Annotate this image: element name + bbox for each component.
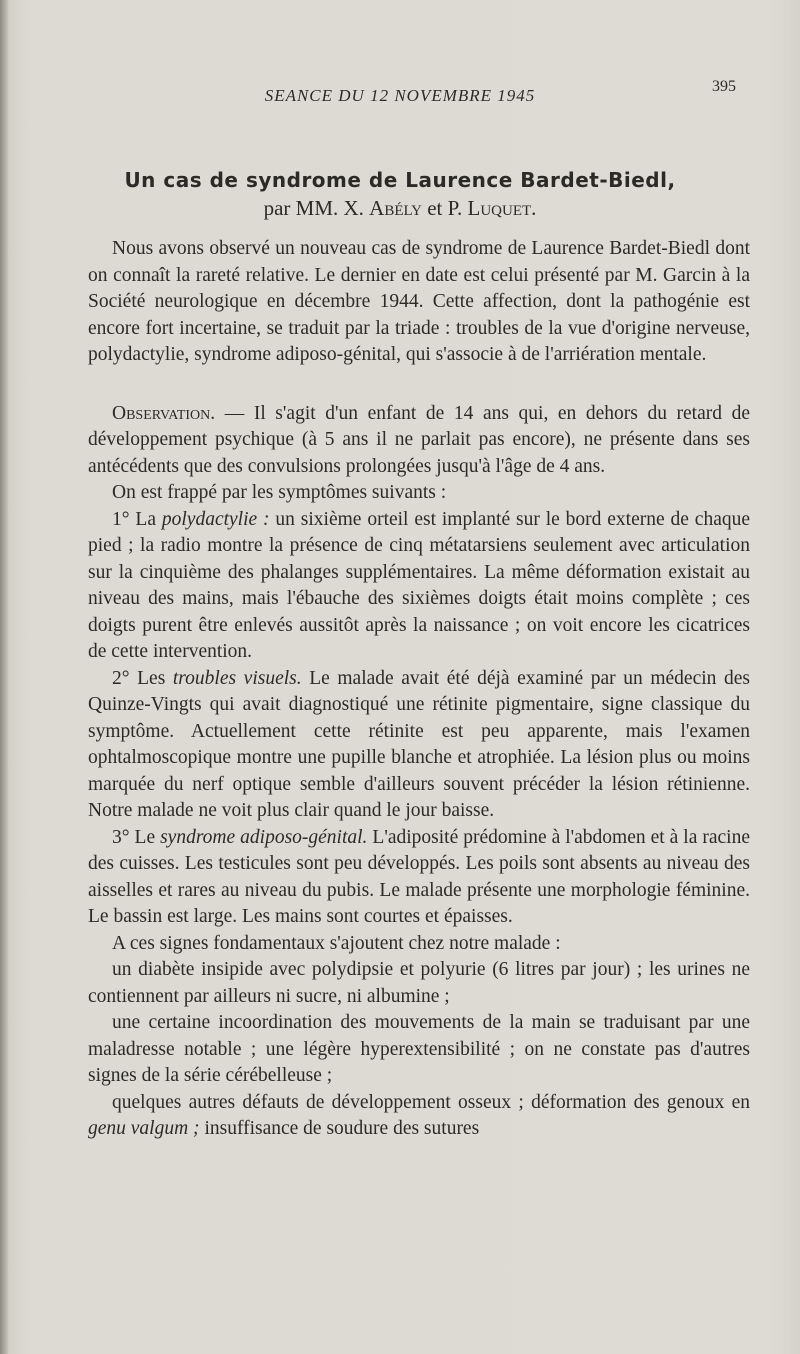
paragraph-sign-bone	[88, 1090, 750, 1143]
symptom-2-text: Le malade avait été déjà examiné par un médecin des Quinze-Vingts qui avait diagnostiqué une rétinite pigmentaire, signe classique du symptôme. Actuellement cette rétinite est peu apparente, mais l'examen ophtalmoscopique montre une pupille blanche et atrophiée. La lésion plus ou moins marquée du nerf optique semble d'ailleurs souvent précéder la lésion rétinienne. Notre malade ne voit plus clair quand le jour baisse.	[88, 667, 750, 821]
symptom-2-term: troubles visuels.	[172, 667, 302, 689]
sign-bone-term: genu valgum ;	[88, 1118, 200, 1139]
symptom-1-text: un sixième orteil est implanté sur le bord externe de chaque pied ; la radio montre la présence de cinq métatarsiens seulement avec articulation sur la cinquième des phalanges supplémentaires. La même déformation existait au niveau des mains, mais l'ébauche des sixièmes doigts était moins complète ; ces doigts purent être enlevés aussitôt après la naissance ; on voit encore les cicatrices de cette intervention.	[88, 508, 751, 662]
observation-label: Observation.	[112, 402, 216, 424]
article-authors	[0, 196, 800, 221]
symptom-1-term: polydactylie :	[161, 508, 270, 530]
paragraph-signs-intro: A ces signes fondamentaux s'ajoutent chez notre malade :	[112, 932, 561, 954]
article-body	[88, 236, 750, 1143]
symptom-2-number: 2° Les	[112, 667, 173, 689]
paragraph-symptom-2	[88, 666, 750, 825]
article-title: Un cas de syndrome de Laurence Bardet-Biedl,	[124, 168, 676, 192]
symptom-1-number: 1° La	[112, 508, 162, 530]
author-abely: Abély	[369, 196, 422, 220]
sign-bone-text-post: insuffisance de soudure des sutures	[199, 1118, 480, 1139]
running-head: SEANCE DU 12 NOVEMBRE 1945	[264, 86, 536, 105]
paragraph-symptoms-intro: On est frappé par les symptômes suivants :	[112, 482, 447, 503]
paragraph-observation	[88, 401, 750, 481]
observation-text: — Il s'agit d'un enfant de 14 ans qui, en dehors du retard de développement psychique (à 5 ans il ne parlait pas encore), ne présente dans ses antécédents que des convulsions prolongées jusqu'à l'âge de 4 ans.	[88, 402, 750, 477]
sign-bone-text-pre: quelques autres défauts de développement osseux ; déformation des genoux en	[112, 1091, 750, 1113]
paragraph-sign-incoordination: une certaine incoordination des mouvements de la main se traduisant par une maladresse notable ; une légère hyperextensibilité ; on ne constate pas d'autres signes de la série cérébelleuse ;	[88, 1012, 750, 1086]
paragraph-intro: Nous avons observé un nouveau cas de syndrome de Laurence Bardet-Biedl dont on connaît la rareté relative. Le dernier en date est celui présenté par M. Garcin à la Société neurologique en décembre 1944. Cette affection, dont la pathogénie est encore fort incertaine, se traduit par la triade : troubles de la vue d'origine nerveuse, polydactylie, syndrome adiposo-génital, qui s'associe à de l'arriération mentale.	[88, 238, 750, 365]
paragraph-symptom-1	[88, 507, 750, 666]
page-number: 395	[712, 78, 736, 95]
paragraph-symptom-3	[88, 825, 750, 931]
paragraph-sign-diabetes: un diabète insipide avec polydipsie et polyurie (6 litres par jour) ; les urines ne contiennent par ailleurs ni sucre, ni albumine ;	[88, 959, 750, 1007]
authors-prefix: par MM. X.	[263, 196, 364, 220]
authors-and: et P.	[427, 196, 463, 220]
symptom-3-number: 3° Le	[112, 826, 161, 848]
authors-suffix: .	[531, 196, 537, 220]
author-luquet: Luquet	[467, 196, 532, 220]
symptom-3-term: syndrome adiposo-génital.	[160, 826, 368, 848]
symptom-3-text: L'adiposité prédomine à l'abdomen et à la racine des cuisses. Les testicules sont peu développés. Les poils sont absents au niveau des aisselles et rares au niveau du pubis. Le malade présente une morphologie féminine. Le bassin est large. Les mains sont courtes et épaisses.	[88, 826, 750, 927]
